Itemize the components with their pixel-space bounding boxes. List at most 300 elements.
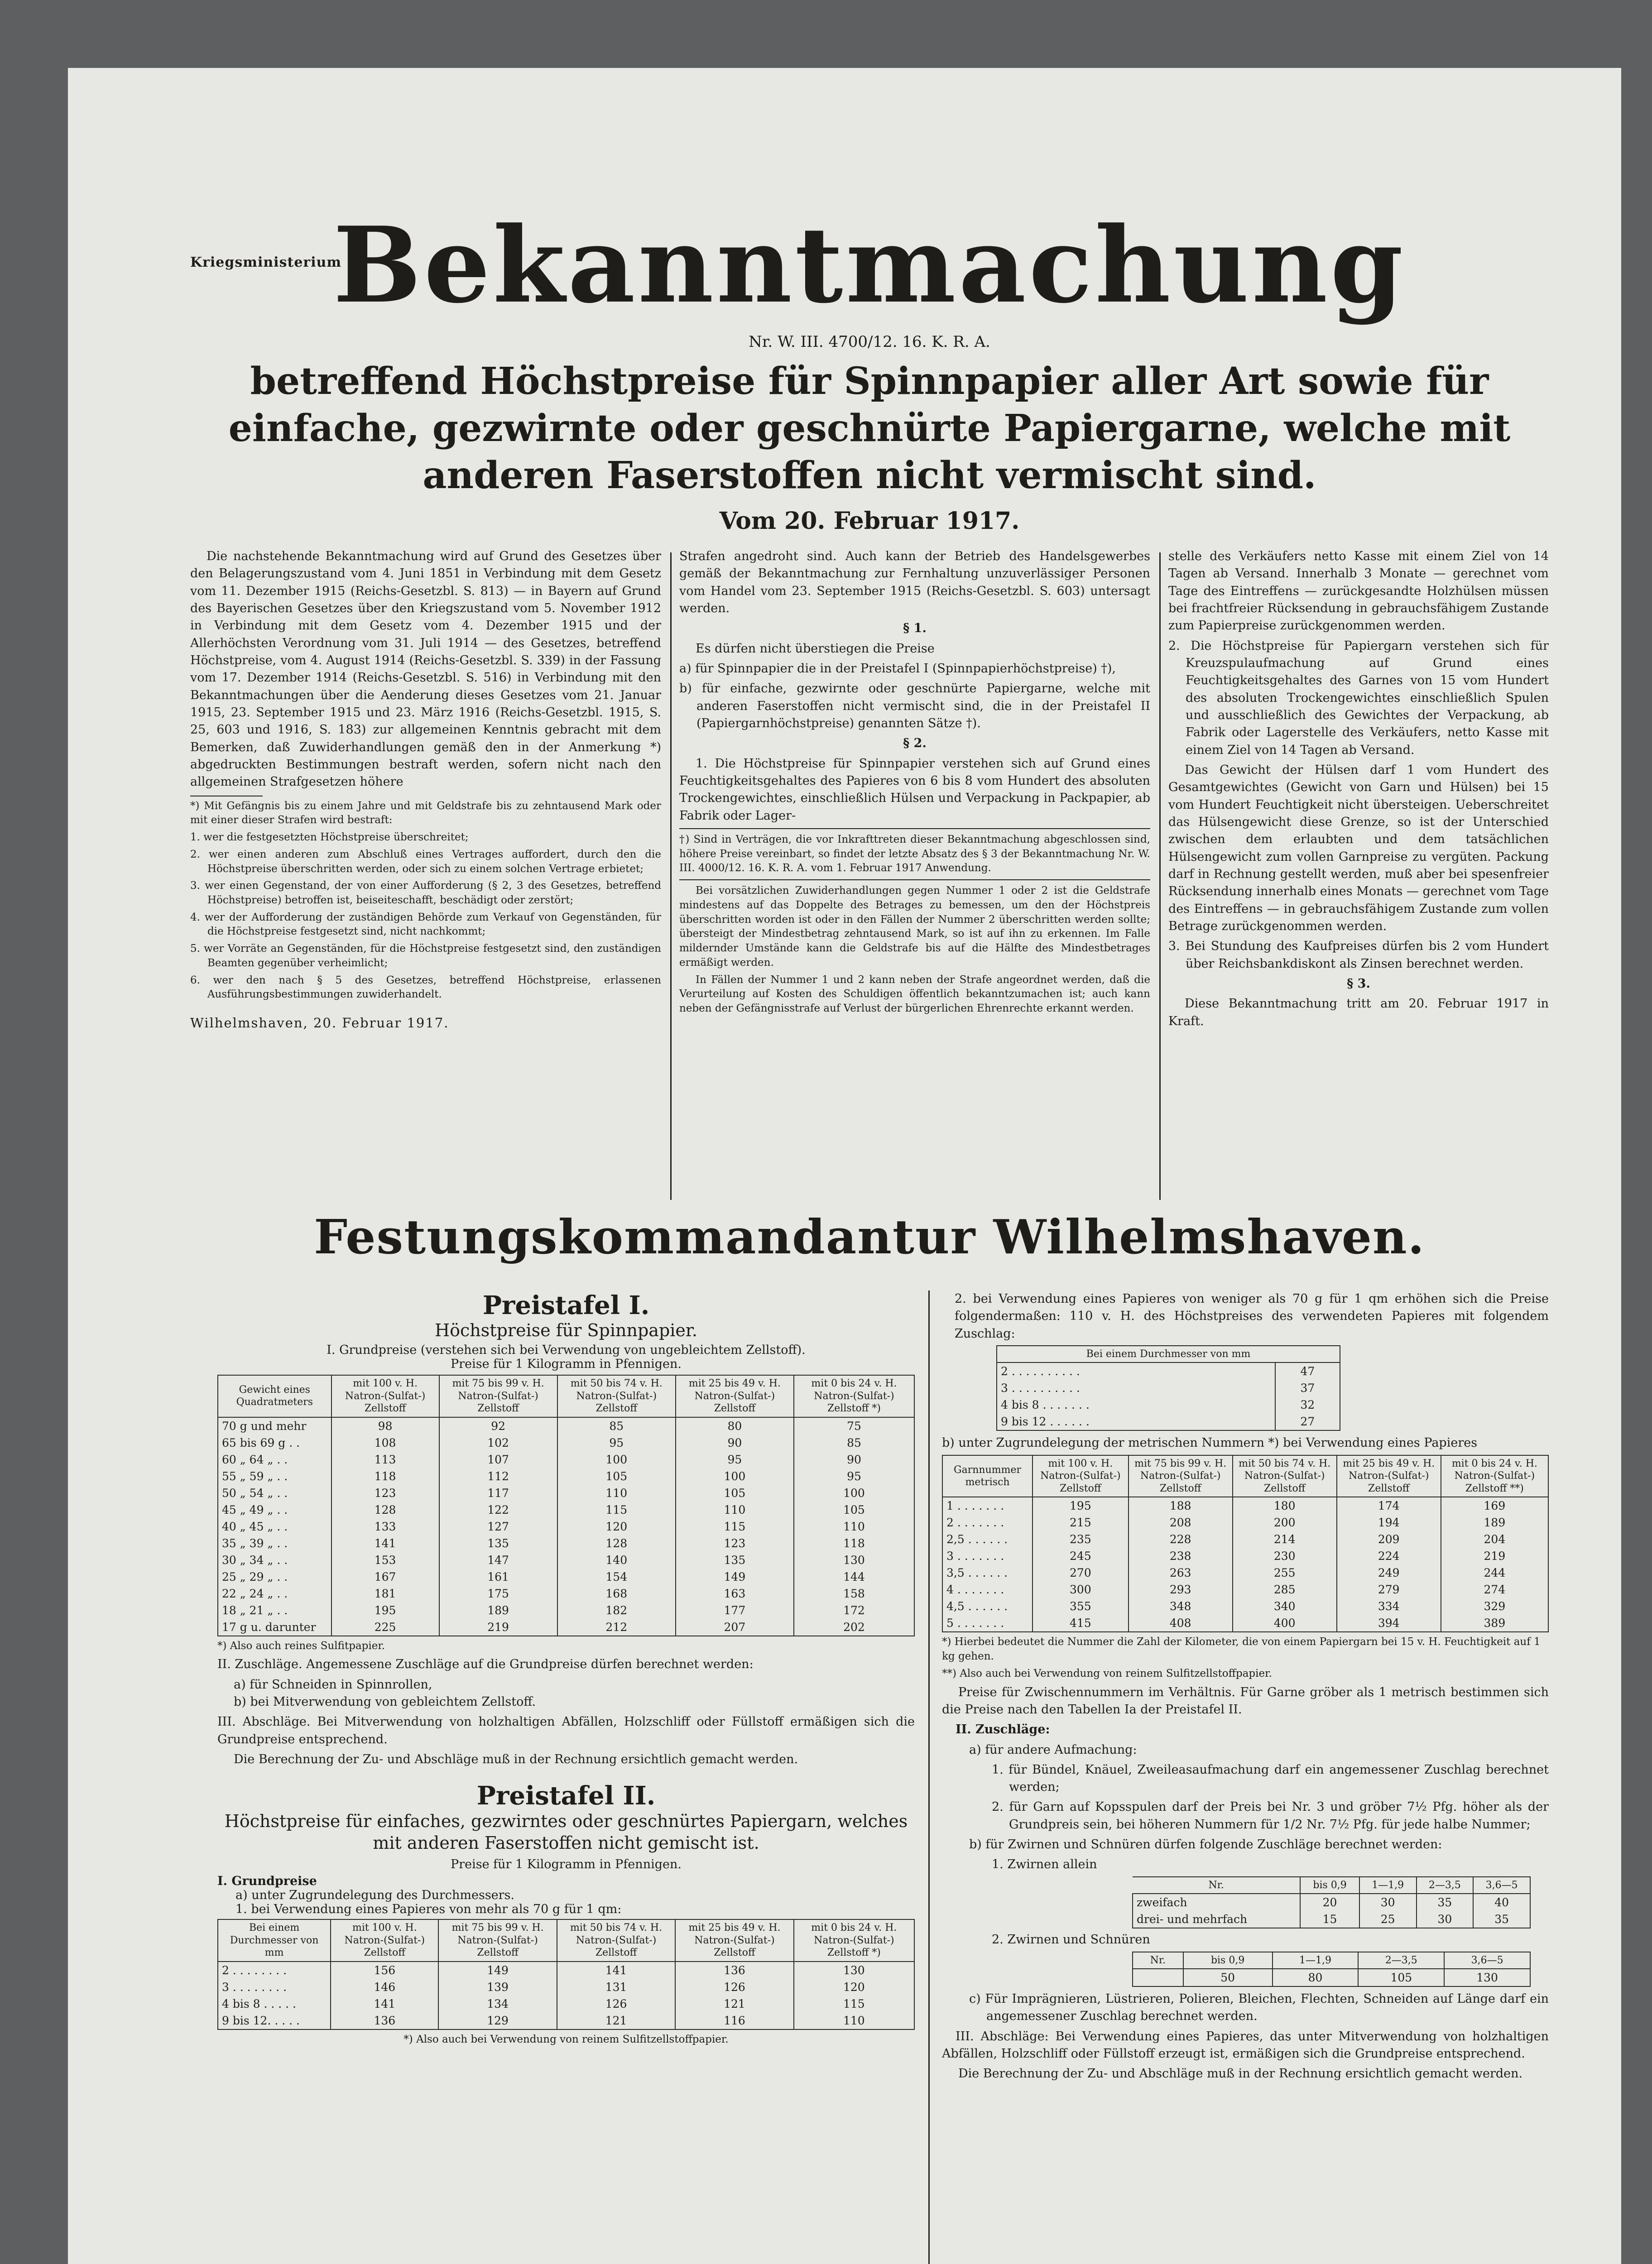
table-cell: 128 bbox=[331, 1501, 439, 1518]
table-cell: 25 bbox=[1359, 1911, 1417, 1928]
table-cell: 65 bis 69 g . . bbox=[218, 1434, 331, 1451]
table-cell: 129 bbox=[438, 2012, 557, 2029]
column-header: mit 0 bis 24 v. H. Natron-(Sulfat-) Zellstoff *) bbox=[794, 1919, 914, 1962]
column-divider bbox=[670, 552, 672, 1200]
metric-intro: b) unter Zugrundelegung der metrischen Nummern *) bei Verwendung eines Papieres bbox=[942, 1436, 1478, 1450]
table-cell: 75 bbox=[794, 1417, 914, 1434]
column-header: mit 25 bis 49 v. H. Natron-(Sulfat-) Zellstoff bbox=[676, 1375, 794, 1417]
table-cell: 115 bbox=[557, 1501, 676, 1518]
footnote-item: 3. wer einen Gegenstand, der von einer Aufforderung (§ 2, 3 des Gesetzes, betreffend Höchstpreise) betroffen ist, beiseiteschafft, beschädigt oder zerstört; bbox=[190, 880, 661, 906]
column-1 bbox=[190, 548, 661, 1035]
table-cell: 249 bbox=[1337, 1564, 1441, 1581]
table-cell: 279 bbox=[1337, 1581, 1441, 1598]
table1-notes bbox=[217, 1656, 915, 1768]
table-cell: 134 bbox=[438, 1995, 557, 2012]
table-cell: 3 . . . . . . . . bbox=[218, 1979, 331, 1995]
table-cell: 30 bbox=[1417, 1911, 1474, 1928]
table-cell: 32 bbox=[1275, 1396, 1340, 1413]
lower-left-column bbox=[217, 1290, 915, 2047]
table-cell: 118 bbox=[794, 1535, 914, 1552]
table-cell: 214 bbox=[1233, 1531, 1337, 1548]
table-cell: 35 bbox=[1473, 1911, 1530, 1928]
table-row bbox=[942, 1548, 1548, 1564]
column-header: 1—1,9 bbox=[1359, 1877, 1417, 1894]
footnote-item: 4. wer der Aufforderung der zuständigen Behörde zum Verkauf von Gegenständen, für die Höchstpreise festgesetzt sind, nicht nachkommt; bbox=[190, 911, 661, 938]
zuschlaege-a: a) für Schneiden in Spinnrollen, bbox=[234, 1677, 432, 1692]
table-cell: 128 bbox=[557, 1535, 676, 1552]
column-header: mit 75 bis 99 v. H. Natron-(Sulfat-) Zellstoff bbox=[1129, 1455, 1233, 1497]
table-cell: 230 bbox=[1233, 1548, 1337, 1564]
table-cell: 121 bbox=[675, 1995, 793, 2012]
table-cell: 110 bbox=[676, 1501, 794, 1518]
footnote-item: 1. wer die festgesetzten Höchstpreise überschreitet; bbox=[190, 831, 469, 844]
table-row bbox=[942, 1531, 1548, 1548]
section-3-text: Diese Bekanntmachung tritt am 20. Februar 1917 in Kraft. bbox=[1168, 997, 1549, 1028]
table1-heading: Preistafel I. bbox=[482, 1290, 650, 1320]
authority-heading: Festungskommandantur Wilhelmshaven. bbox=[314, 1209, 1425, 1265]
table-cell: 329 bbox=[1441, 1598, 1548, 1615]
table-cell: 188 bbox=[1129, 1497, 1233, 1514]
table-cell: 121 bbox=[557, 2012, 675, 2029]
table-row bbox=[1133, 1969, 1530, 1986]
table-cell: 270 bbox=[1032, 1564, 1129, 1581]
column-divider bbox=[928, 1290, 930, 2264]
table-body bbox=[218, 1417, 914, 1636]
table-cell: zweifach bbox=[1133, 1894, 1300, 1911]
table-cell: 147 bbox=[439, 1552, 557, 1568]
table-cell: 389 bbox=[1441, 1615, 1548, 1632]
table-cell: 202 bbox=[794, 1619, 914, 1636]
table-cell: 120 bbox=[794, 1979, 914, 1995]
table-cell: 25 „ 29 „ . . bbox=[218, 1568, 331, 1585]
table-cell: 90 bbox=[794, 1451, 914, 1468]
table-row bbox=[218, 1602, 914, 1619]
table-cell: 285 bbox=[1233, 1581, 1337, 1598]
table-cell: 130 bbox=[794, 1552, 914, 1568]
table-row bbox=[218, 1451, 914, 1468]
table-cell: 334 bbox=[1337, 1598, 1441, 1615]
table-cell: 149 bbox=[676, 1568, 794, 1585]
table-cell: 35 bbox=[1417, 1894, 1474, 1911]
table-cell: 4,5 . . . . . . bbox=[942, 1598, 1032, 1615]
column-header: mit 50 bis 74 v. H. Natron-(Sulfat-) Zellstoff bbox=[557, 1919, 675, 1962]
table-cell: 105 bbox=[1358, 1969, 1444, 1986]
metric-footnote-1: *) Hierbei bedeutet die Nummer die Zahl der Kilometer, die von einem Papiergarn bei 15 v. H. Feuchtigkeit auf 1 kg gehen. bbox=[942, 1636, 1541, 1663]
table-cell: 209 bbox=[1337, 1531, 1441, 1548]
table-cell: 95 bbox=[557, 1434, 676, 1451]
poster-frame bbox=[190, 204, 1549, 2264]
table-cell: 161 bbox=[439, 1568, 557, 1585]
column-header: Nr. bbox=[1133, 1877, 1300, 1894]
table-row bbox=[218, 1501, 914, 1518]
table-cell: 169 bbox=[1441, 1497, 1548, 1514]
table-body bbox=[942, 1497, 1548, 1632]
column-header: bis 0,9 bbox=[1300, 1877, 1359, 1894]
table2-footnote: *) Also auch bei Verwendung von reinem Sulfitzellstoffpapier. bbox=[403, 2033, 729, 2045]
table-cell: 4 . . . . . . . bbox=[942, 1581, 1032, 1598]
table-cell: 177 bbox=[676, 1602, 794, 1619]
table-cell: 115 bbox=[676, 1518, 794, 1535]
table-cell: 244 bbox=[1441, 1564, 1548, 1581]
table-cell: 70 g und mehr bbox=[218, 1417, 331, 1434]
table-cell: 126 bbox=[557, 1995, 675, 2012]
table-cell: 141 bbox=[331, 1995, 438, 2012]
table-row bbox=[218, 1468, 914, 1485]
table-cell: 141 bbox=[331, 1535, 439, 1552]
table-cell: 144 bbox=[794, 1568, 914, 1585]
table-cell: 181 bbox=[331, 1585, 439, 1602]
table2-subheading: Höchstpreise für einfaches, gezwirntes oder geschnürtes Papiergarn, welches mit anderen Faserstoffen nicht gemischt ist. bbox=[224, 1811, 908, 1853]
aufmachung-2: 2. für Garn auf Kopsspulen darf der Preis bei Nr. 3 und gröber 7½ Pfg. höher als der Grundpreis sein, bei höheren Nummern für 1/2 Nr. 7½ Pfg. für jede halbe Nummer; bbox=[992, 1800, 1549, 1832]
table-cell: 172 bbox=[794, 1602, 914, 1619]
table-cell: 158 bbox=[794, 1585, 914, 1602]
section-1-b: b) für einfache, gezwirnte oder geschnürte Papiergarne, welche mit anderen Faserstoffen nicht vermischt sind, die in der Preistafel II (Papiergarnhöchstpreise) genannten Sätze †). bbox=[679, 681, 1150, 730]
table-row bbox=[218, 1962, 914, 1979]
table-cell: 110 bbox=[557, 1485, 676, 1501]
table-cell: 149 bbox=[438, 1962, 557, 1979]
table-cell: 219 bbox=[439, 1619, 557, 1636]
column-header: 3,6—5 bbox=[1473, 1877, 1530, 1894]
table-cell: 40 „ 45 „ . . bbox=[218, 1518, 331, 1535]
column-header: mit 25 bis 49 v. H. Natron-(Sulfat-) Zellstoff bbox=[675, 1919, 793, 1962]
table-cell: 139 bbox=[438, 1979, 557, 1995]
column-header: mit 50 bis 74 v. H. Natron-(Sulfat-) Zellstoff bbox=[557, 1375, 676, 1417]
table-cell: 117 bbox=[439, 1485, 557, 1501]
table-cell: 95 bbox=[676, 1451, 794, 1468]
column-header: 1—1,9 bbox=[1273, 1952, 1359, 1969]
dagger-footnote: †) Sind in Verträgen, die vor Inkrafttreten dieser Bekanntmachung abgeschlossen sind, höhere Preise vereinbart, so findet der letzte Absatz des § 3 der Bekanntmachung Nr. W. III. 4000/12. 16. K. R. A. vom 1. Februar 1917 Anwendung. bbox=[679, 833, 1150, 874]
table-cell: 415 bbox=[1032, 1615, 1129, 1632]
table-cell: 37 bbox=[1275, 1380, 1340, 1396]
metric-footnote-2: **) Also auch bei Verwendung von reinem Sulfitzellstoffpapier. bbox=[942, 1667, 1272, 1679]
table-cell: 22 „ 24 „ . . bbox=[218, 1585, 331, 1602]
table-cell: 200 bbox=[1233, 1514, 1337, 1531]
table-cell: 189 bbox=[1441, 1514, 1548, 1531]
table-cell: 195 bbox=[331, 1602, 439, 1619]
table-cell: 130 bbox=[1444, 1969, 1530, 1986]
surcharge-section bbox=[942, 1684, 1549, 1874]
column-header: mit 100 v. H. Natron-(Sulfat-) Zellstoff bbox=[331, 1375, 439, 1417]
page-title: Bekanntmachung bbox=[333, 204, 1406, 326]
table-cell: 174 bbox=[1337, 1497, 1441, 1514]
table-cell: 245 bbox=[1032, 1548, 1129, 1564]
table-cell: 45 „ 49 „ . . bbox=[218, 1501, 331, 1518]
footnote-item: 6. wer den nach § 5 des Gesetzes, betreffend Höchstpreise, erlassenen Ausführungsbestimmungen zuwiderhandelt. bbox=[190, 974, 661, 1001]
table-row bbox=[942, 1598, 1548, 1615]
table-cell: 90 bbox=[676, 1434, 794, 1451]
table-cell: 204 bbox=[1441, 1531, 1548, 1548]
table-cell: 98 bbox=[331, 1417, 439, 1434]
table-cell: 40 bbox=[1473, 1894, 1530, 1911]
table-cell: 133 bbox=[331, 1518, 439, 1535]
section-3-heading: § 3. bbox=[1347, 976, 1370, 991]
divider bbox=[679, 879, 1150, 880]
table-cell: 3 . . . . . . . . . . bbox=[997, 1380, 1275, 1396]
table-cell: 102 bbox=[439, 1434, 557, 1451]
table-cell: 50 bbox=[1183, 1969, 1273, 1986]
table-cell: 224 bbox=[1337, 1548, 1441, 1564]
subtitle: betreffend Höchstpreise für Spinnpapier aller Art sowie für einfache, gezwirnte oder geschnürte Papiergarne, welche mit anderen Faserstoffen nicht vermischt sind. bbox=[228, 360, 1511, 498]
cording-surcharge-table bbox=[1132, 1952, 1531, 1987]
table-cell: 47 bbox=[1275, 1362, 1340, 1380]
abschlaege-right: III. Abschläge: Bei Verwendung eines Papieres, das unter Mitverwendung von holzhaltigen Abfällen, Holzschliff oder Füllstoff erzeugt ist, ermäßigen sich die Grundpreise entsprechend. bbox=[942, 2029, 1549, 2061]
table-cell: 3 . . . . . . . bbox=[942, 1548, 1032, 1564]
zwirnen-intro: b) für Zwirnen und Schnüren dürfen folgende Zuschläge berechnet werden: bbox=[969, 1837, 1442, 1852]
table-cell: 154 bbox=[557, 1568, 676, 1585]
table-cell: 2,5 . . . . . . bbox=[942, 1531, 1032, 1548]
table-cell: 100 bbox=[794, 1485, 914, 1501]
column-header: Bei einem Durchmesser von mm bbox=[218, 1919, 331, 1962]
reference-number: Nr. W. III. 4700/12. 16. K. R. A. bbox=[749, 333, 990, 351]
section-2-item-3: 3. Bei Stundung des Kaufpreises dürfen bis 2 vom Hundert über Reichsbankdiskont als Zinsen berechnet werden. bbox=[1168, 939, 1549, 971]
table2-a1: 1. bei Verwendung eines Papieres von mehr als 70 g für 1 qm: bbox=[235, 1902, 622, 1917]
table-cell: 126 bbox=[675, 1979, 793, 1995]
section-2-item-2: 2. Die Höchstpreise für Papiergarn verstehen sich für Kreuzspulaufmachung auf Grund eines Feuchtigkeitsgehaltes des Garnes von 15 vom Hundert des absoluten Trockengewichtes einschließlich Spulen und ausschließlich des Gewichtes der Verpackung, ab Fabrik oder Lagerstelle des Verkäufers, netto Kasse mit einem Ziel von 14 Tagen ab Versand. bbox=[1168, 638, 1549, 757]
table1-subheading: Höchstpreise für Spinnpapier. bbox=[434, 1320, 697, 1340]
table-cell: 135 bbox=[439, 1535, 557, 1552]
table-cell: 189 bbox=[439, 1602, 557, 1619]
table-row bbox=[218, 1995, 914, 2012]
table-row bbox=[942, 1497, 1548, 1514]
table-cell: 35 „ 39 „ . . bbox=[218, 1535, 331, 1552]
table-cell: 182 bbox=[557, 1602, 676, 1619]
table-cell: drei- und mehrfach bbox=[1133, 1911, 1300, 1928]
table-cell: 18 „ 21 „ . . bbox=[218, 1602, 331, 1619]
poster-page bbox=[68, 68, 1621, 2264]
table-cell: 60 „ 64 „ . . bbox=[218, 1451, 331, 1468]
table-cell: 92 bbox=[439, 1417, 557, 1434]
table-cell: 113 bbox=[331, 1451, 439, 1468]
table-row bbox=[218, 1619, 914, 1636]
table-row bbox=[218, 1535, 914, 1552]
table-row bbox=[218, 1485, 914, 1501]
table-cell: 195 bbox=[1032, 1497, 1129, 1514]
column-header: mit 75 bis 99 v. H. Natron-(Sulfat-) Zellstoff bbox=[438, 1919, 557, 1962]
column-header: mit 100 v. H. Natron-(Sulfat-) Zellstoff bbox=[1032, 1455, 1129, 1497]
price-table-2 bbox=[217, 1919, 915, 2030]
table-cell: 219 bbox=[1441, 1548, 1548, 1564]
table-cell: 120 bbox=[557, 1518, 676, 1535]
abschlaege: III. Abschläge. Bei Mitverwendung von holzhaltigen Abfällen, Holzschliff oder Füllstoff ermäßigen sich die Grundpreise entsprechend. bbox=[217, 1715, 915, 1746]
column-header: Garnnummer metrisch bbox=[942, 1455, 1032, 1497]
table-cell: 4 bis 8 . . . . . bbox=[218, 1995, 331, 2012]
penalty-footnote bbox=[190, 799, 661, 1002]
table-cell: 100 bbox=[676, 1468, 794, 1485]
table-cell bbox=[1133, 1969, 1183, 1986]
table-cell: 136 bbox=[675, 1962, 793, 1979]
column-header: 2—3,5 bbox=[1358, 1952, 1444, 1969]
table-cell: 300 bbox=[1032, 1581, 1129, 1598]
column-header: mit 75 bis 99 v. H. Natron-(Sulfat-) Zellstoff bbox=[439, 1375, 557, 1417]
zuschlaege: II. Zuschläge. Angemessene Zuschläge auf die Grundpreise dürfen berechnet werden: bbox=[217, 1657, 754, 1672]
lower-right-column bbox=[942, 1290, 1549, 2086]
table-cell: 146 bbox=[331, 1979, 438, 1995]
penalty-note-2: In Fällen der Nummer 1 und 2 kann neben der Strafe angeordnet werden, daß die Verurteilung auf Kosten des Schuldigen öffentlich bekanntzumachen ist; auch kann neben der Gefängnisstrafe auf Verlust der bürgerlichen Ehrenrechte erkannt werden. bbox=[679, 974, 1150, 1014]
column-header: bis 0,9 bbox=[1183, 1952, 1273, 1969]
divider bbox=[679, 828, 1150, 829]
table-cell: 123 bbox=[331, 1485, 439, 1501]
table-cell: 207 bbox=[676, 1619, 794, 1636]
table-cell: 85 bbox=[794, 1434, 914, 1451]
table1-unit: Preise für 1 Kilogramm in Pfennigen. bbox=[451, 1357, 682, 1371]
thin-paper-text: 2. bei Verwendung eines Papieres von weniger als 70 g für 1 qm erhöhen sich die Preise folgendermaßen: 110 v. H. des Höchstpreises des verwendeten Papieres mit folgendem Zuschlag: bbox=[955, 1292, 1549, 1341]
table-body bbox=[1133, 1894, 1530, 1928]
table-cell: 9 bis 12. . . . . bbox=[218, 2012, 331, 2029]
table-row bbox=[942, 1564, 1548, 1581]
table-cell: 30 bbox=[1359, 1894, 1417, 1911]
table-cell: 50 „ 54 „ . . bbox=[218, 1485, 331, 1501]
table-cell: 1 . . . . . . . bbox=[942, 1497, 1032, 1514]
table-cell: 116 bbox=[675, 2012, 793, 2029]
table-row bbox=[218, 1585, 914, 1602]
column-header: mit 0 bis 24 v. H. Natron-(Sulfat-) Zellstoff **) bbox=[1441, 1455, 1548, 1497]
column-header: mit 50 bis 74 v. H. Natron-(Sulfat-) Zellstoff bbox=[1233, 1455, 1337, 1497]
table-cell: 228 bbox=[1129, 1531, 1233, 1548]
table-cell: 130 bbox=[794, 1962, 914, 1979]
table-cell: 100 bbox=[557, 1451, 676, 1468]
penalty-note-1: Bei vorsätzlichen Zuwiderhandlungen gegen Nummer 1 oder 2 ist die Geldstrafe mindestens auf das Doppelte des Betrages zu bemessen, um den der Höchstpreis überschritten worden ist oder in den Fällen der Nummer 2 überschritten werden sollte; übersteigt der Mindestbetrag zehntausend Mark, so ist auf ihn zu erkennen. Im Falle mildernder Umstände kann die Geldstrafe bis auf die Hälfte des Mindestbetrages ermäßigt werden. bbox=[679, 885, 1150, 969]
table2-heading: Preistafel II. bbox=[476, 1781, 656, 1811]
table-cell: 105 bbox=[676, 1485, 794, 1501]
table-cell: 355 bbox=[1032, 1598, 1129, 1615]
table-cell: 293 bbox=[1129, 1581, 1233, 1598]
table-cell: 112 bbox=[439, 1468, 557, 1485]
table-cell: 110 bbox=[794, 1518, 914, 1535]
column-header: mit 100 v. H. Natron-(Sulfat-) Zellstoff bbox=[331, 1919, 438, 1962]
table-row bbox=[942, 1615, 1548, 1632]
table-cell: 27 bbox=[1275, 1413, 1340, 1430]
table-cell: 340 bbox=[1233, 1598, 1337, 1615]
table-cell: 194 bbox=[1337, 1514, 1441, 1531]
column-header: Bei einem Durchmesser von mm bbox=[997, 1346, 1340, 1363]
table-cell: 110 bbox=[794, 2012, 914, 2029]
table-cell: 348 bbox=[1129, 1598, 1233, 1615]
table-cell: 2 . . . . . . . . . . bbox=[997, 1362, 1275, 1380]
table2-a: a) unter Zugrundelegung des Durchmessers. bbox=[235, 1888, 515, 1903]
table-cell: 141 bbox=[557, 1962, 675, 1979]
table-row bbox=[218, 1434, 914, 1451]
table-cell: 167 bbox=[331, 1568, 439, 1585]
column-header: Nr. bbox=[1133, 1952, 1183, 1969]
table-cell: 105 bbox=[794, 1501, 914, 1518]
table-row bbox=[218, 1417, 914, 1434]
table-row bbox=[997, 1396, 1340, 1413]
intro-paragraph: Die nachstehende Bekanntmachung wird auf Grund des Gesetzes über den Belagerungszustand vom 4. Juni 1851 in Verbindung mit dem Gesetz vom 11. Dezember 1915 (Reichs-Gesetzbl. S. 813) — in Bayern auf Grund des Bayerischen Gesetzes über den Kriegszustand vom 5. November 1912 in Verbindung mit dem Gesetz vom 4. Dezember 1915 und der Allerhöchsten Verordnung vom 31. Juli 1914 — des Gesetzes, betreffend Höchstpreise, vom 4. August 1914 (Reichs-Gesetzbl. S. 339) in der Fassung vom 17. Dezember 1914 (Reichs-Gesetzbl. S. 516) in Verbindung mit den Bekanntmachungen über die Aenderung dieses Gesetzes vom 21. Januar 1915, 23. September 1915 und 23. März 1916 (Reichs-Gesetzbl. 1915, S. 25, 603 und 1916, S. 183) zur allgemeinen Kenntnis gebracht mit dem Bemerken, daß Zuwiderhandlungen gemäß den in der Anmerkung *) abgedruckten Bestimmungen bestraft werden, sofern nicht nach den allgemeinen Strafgesetzen höhere bbox=[190, 549, 661, 789]
table-cell: 2 . . . . . . . . bbox=[218, 1962, 331, 1979]
zuschlaege-b: b) bei Mitverwendung von gebleichtem Zellstoff. bbox=[234, 1694, 536, 1709]
column-header: mit 0 bis 24 v. H. Natron-(Sulfat-) Zellstoff *) bbox=[794, 1375, 914, 1417]
section-2-hulls: Das Gewicht der Hülsen darf 1 vom Hundert des Gesamtgewichtes (Gewicht von Garn und Hülsen) bei 15 vom Hundert Feuchtigkeit nicht übersteigen. Ueberschreitet das Hülsengewicht diese Grenze, so ist der Unterschied zwischen dem erlaubten und dem tatsächlichen Hülsengewicht zum vollen Garnpreise zu vergüten. Packung darf in Rechnung gestellt werden, muß aber bei spesenfreier Rücksendung innerhalb eines Monats — gerechnet vom Tage des Eintreffens — in gebrauchsfähigem Zustande zum vollen Betrage zurückgenommen werden. bbox=[1168, 763, 1549, 933]
table-cell: 153 bbox=[331, 1552, 439, 1568]
column-header: 3,6—5 bbox=[1444, 1952, 1530, 1969]
table-cell: 95 bbox=[794, 1468, 914, 1485]
table-cell: 2 . . . . . . . bbox=[942, 1514, 1032, 1531]
table-cell: 215 bbox=[1032, 1514, 1129, 1531]
table-cell: 238 bbox=[1129, 1548, 1233, 1564]
table-cell: 400 bbox=[1233, 1615, 1337, 1632]
column-2 bbox=[679, 548, 1150, 1019]
column-header: Gewicht eines Quadratmeters bbox=[218, 1375, 331, 1417]
section-1-heading: § 1. bbox=[903, 621, 927, 636]
metric-price-table bbox=[942, 1455, 1549, 1633]
table-row bbox=[218, 2012, 914, 2029]
closing-notes bbox=[942, 1991, 1549, 2083]
table-cell: 131 bbox=[557, 1979, 675, 1995]
impregnation-note: c) Für Imprägnieren, Lüstrieren, Polieren, Bleichen, Flechten, Schneiden auf Länge darf ein angemessener Zuschlag berechnet werden. bbox=[969, 1992, 1549, 2024]
metric-footnotes bbox=[942, 1635, 1549, 1681]
footnote-item: 5. wer Vorräte an Gegenständen, für die Höchstpreise festgesetzt sind, den zuständigen Beamten gegenüber verheimlicht; bbox=[190, 943, 661, 969]
table-cell: 168 bbox=[557, 1585, 676, 1602]
table-cell: 123 bbox=[676, 1535, 794, 1552]
footnote-intro: *) Mit Gefängnis bis zu einem Jahre und mit Geldstrafe bis zu zehntausend Mark oder mit einer dieser Strafen wird bestraft: bbox=[190, 800, 661, 826]
table-cell: 127 bbox=[439, 1518, 557, 1535]
table-cell: 30 „ 34 „ . . bbox=[218, 1552, 331, 1568]
twisting-surcharge-table bbox=[1132, 1876, 1531, 1929]
table-cell: 255 bbox=[1233, 1564, 1337, 1581]
table2-unit: Preise für 1 Kilogramm in Pfennigen. bbox=[451, 1857, 682, 1872]
table-cell: 394 bbox=[1337, 1615, 1441, 1632]
place-date: Wilhelmshaven, 20. Februar 1917. bbox=[190, 1015, 449, 1031]
footnote-item: 2. wer einen anderen zum Abschluß eines Vertrages auffordert, durch den die Höchstpreise überschritten werden, oder sich zu einem solchen Vertrage erbietet; bbox=[190, 848, 661, 875]
table-row bbox=[997, 1362, 1340, 1380]
penalty-continuation: Strafen angedroht sind. Auch kann der Betrieb des Handelsgewerbes gemäß der Bekanntmachung zur Fernhaltung unzuverlässiger Personen vom Handel vom 23. September 1915 (Reichs-Gesetzbl. S. 603) untersagt werden. bbox=[679, 549, 1150, 615]
table-row bbox=[218, 1568, 914, 1585]
table-cell: 118 bbox=[331, 1468, 439, 1485]
table-row bbox=[218, 1518, 914, 1535]
table-row bbox=[942, 1581, 1548, 1598]
table-row bbox=[1133, 1894, 1530, 1911]
section-1-a: a) für Spinnpapier die in der Preistafel I (Spinnpapierhöchstpreise) †), bbox=[679, 661, 1116, 676]
table-cell: 80 bbox=[676, 1417, 794, 1434]
column-divider bbox=[1159, 552, 1161, 1200]
table-row bbox=[997, 1380, 1340, 1396]
table-cell: 107 bbox=[439, 1451, 557, 1468]
table-cell: 408 bbox=[1129, 1615, 1233, 1632]
table-cell: 212 bbox=[557, 1619, 676, 1636]
table-cell: 208 bbox=[1129, 1514, 1233, 1531]
table1-footnote: *) Also auch reines Sulfitpapier. bbox=[217, 1640, 385, 1652]
table-cell: 135 bbox=[676, 1552, 794, 1568]
table-cell: 263 bbox=[1129, 1564, 1233, 1581]
table-cell: 55 „ 59 „ . . bbox=[218, 1468, 331, 1485]
table-cell: 15 bbox=[1300, 1911, 1359, 1928]
table-cell: 3,5 . . . . . . bbox=[942, 1564, 1032, 1581]
berechnung-right: Die Berechnung der Zu- und Abschläge muß in der Rechnung ersichtlich gemacht werden. bbox=[958, 2067, 1523, 2081]
intermediate-numbers: Preise für Zwischennummern im Verhältnis. Für Garne gröber als 1 metrisch bestimmen sich die Preise nach den Tabellen Ia der Preistafel II. bbox=[942, 1685, 1549, 1717]
table-cell: 115 bbox=[794, 1995, 914, 2012]
column-header: 2—3,5 bbox=[1417, 1877, 1474, 1894]
column-header: mit 25 bis 49 v. H. Natron-(Sulfat-) Zellstoff bbox=[1337, 1455, 1441, 1497]
table-cell: 80 bbox=[1273, 1969, 1359, 1986]
zwirnen-2: 2. Zwirnen und Schnüren bbox=[992, 1933, 1150, 1947]
zwirnen-1: 1. Zwirnen allein bbox=[992, 1857, 1097, 1872]
table-cell: 9 bis 12 . . . . . . bbox=[997, 1413, 1275, 1430]
table-row bbox=[218, 1979, 914, 1995]
table-cell: 122 bbox=[439, 1501, 557, 1518]
table2-grund: I. Grundpreise bbox=[217, 1874, 317, 1889]
table-cell: 156 bbox=[331, 1962, 438, 1979]
ministry-stamp: Kriegsministerium bbox=[190, 254, 342, 270]
table-cell: 136 bbox=[331, 2012, 438, 2029]
table-row bbox=[997, 1413, 1340, 1430]
section-2-continuation: stelle des Verkäufers netto Kasse mit einem Ziel von 14 Tagen ab Versand. Innerhalb 3 Monate — gerechnet vom Tage des Eintreffens — zurückgesandte Holzhülsen müssen bei frachtfreier Rücksendung in gebrauchsfähigem Zustande zum Papierpreise zurückgenommen werden. bbox=[1168, 549, 1549, 633]
column-3 bbox=[1168, 548, 1549, 1033]
date-line: Vom 20. Februar 1917. bbox=[719, 507, 1020, 535]
table-row bbox=[942, 1514, 1548, 1531]
table-cell: 180 bbox=[1233, 1497, 1337, 1514]
berechnung: Die Berechnung der Zu- und Abschläge muß in der Rechnung ersichtlich gemacht werden. bbox=[234, 1752, 798, 1766]
section-2-text: 1. Die Höchstpreise für Spinnpapier verstehen sich auf Grund eines Feuchtigkeitsgehaltes des Papieres von 6 bis 8 vom Hundert des absoluten Trockengewichtes, einschließlich Hülsen und Verpackung in Packpapier, ab Fabrik oder Lager- bbox=[679, 756, 1150, 823]
